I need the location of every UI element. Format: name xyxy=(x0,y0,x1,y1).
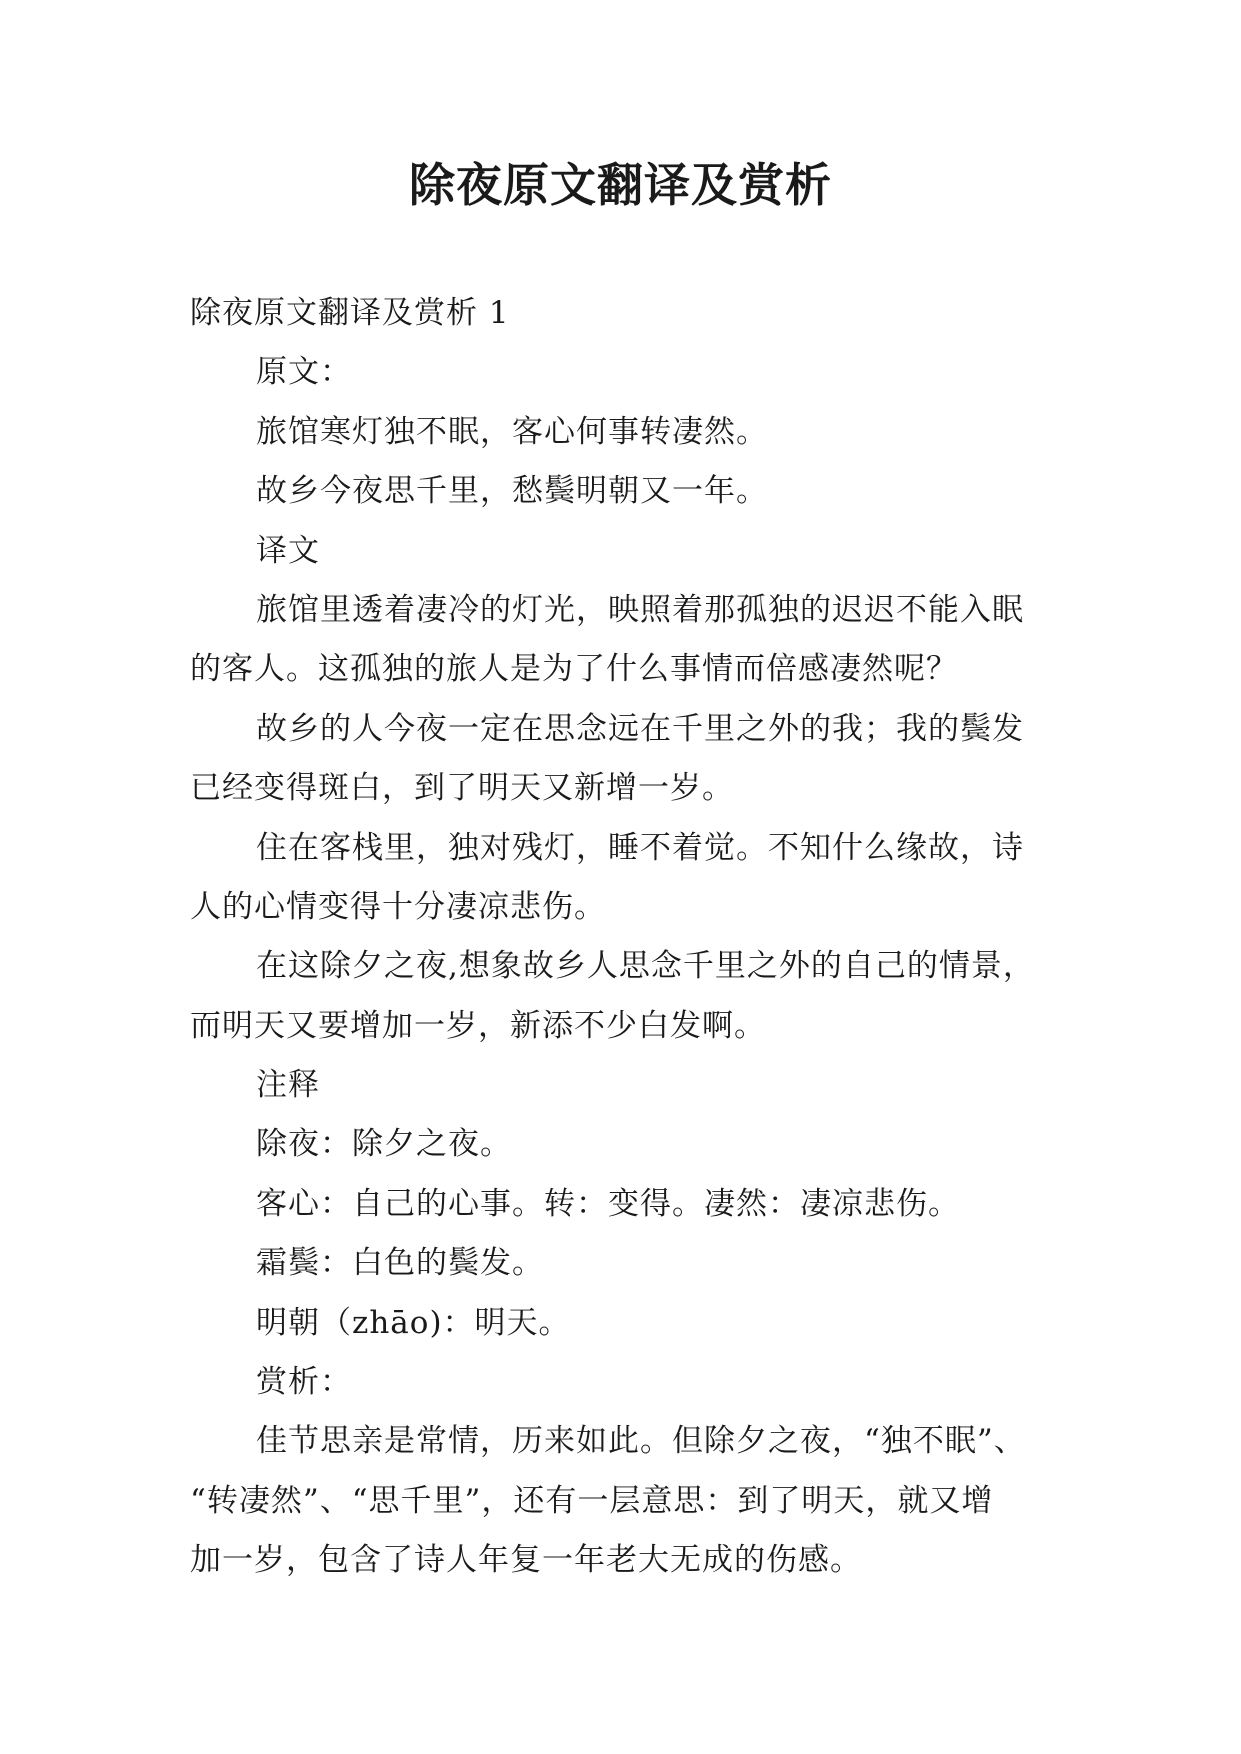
paragraph-line: 旅馆寒灯独不眠，客心何事转凄然。 xyxy=(256,413,768,450)
paragraph-line: 原文： xyxy=(256,354,352,391)
paragraph-line: 除夜：除夕之夜。 xyxy=(256,1126,512,1163)
paragraph-line: 注释 xyxy=(256,1067,320,1104)
paragraph-line: 人的心情变得十分凄凉悲伤。 xyxy=(190,888,606,925)
paragraph-line: “转凄然”、“思千里”，还有一层意思：到了明天，就又增 xyxy=(190,1482,994,1519)
paragraph-line: 旅馆里透着凄冷的灯光，映照着那孤独的迟迟不能入眠 xyxy=(256,591,1024,628)
document-body xyxy=(190,284,1056,1591)
paragraph-line: 赏析： xyxy=(256,1364,352,1401)
document-title: 除夜原文翻译及赏析 xyxy=(409,158,832,212)
paragraph-line: 在这除夕之夜,想象故乡人思念千里之外的自己的情景， xyxy=(256,948,1035,985)
paragraph-line: 除夜原文翻译及赏析 1 xyxy=(190,295,510,331)
paragraph-line: 故乡的人今夜一定在思念远在千里之外的我；我的鬓发 xyxy=(256,710,1024,747)
paragraph-line: 故乡今夜思千里，愁鬓明朝又一年。 xyxy=(256,473,768,510)
paragraph-line: 客心：自己的心事。转：变得。凄然：凄凉悲伤。 xyxy=(256,1185,960,1222)
paragraph-line: 已经变得斑白，到了明天又新增一岁。 xyxy=(190,770,734,807)
paragraph-line: 住在客栈里，独对残灯，睡不着觉。不知什么缘故，诗 xyxy=(256,829,1024,866)
paragraph-line: 加一岁，包含了诗人年复一年老大无成的伤感。 xyxy=(190,1542,862,1579)
paragraph-line: 佳节思亲是常情，历来如此。但除夕之夜，“独不眠”、 xyxy=(256,1423,1026,1460)
paragraph-line: 译文 xyxy=(256,532,320,569)
paragraph-line: 霜鬓：白色的鬓发。 xyxy=(256,1245,544,1282)
paragraph-line: 明朝（zhāo)：明天。 xyxy=(256,1304,571,1341)
paragraph-line: 的客人。这孤独的旅人是为了什么事情而倍感凄然呢？ xyxy=(190,651,958,688)
paragraph-line: 而明天又要增加一岁，新添不少白发啊。 xyxy=(190,1007,766,1044)
